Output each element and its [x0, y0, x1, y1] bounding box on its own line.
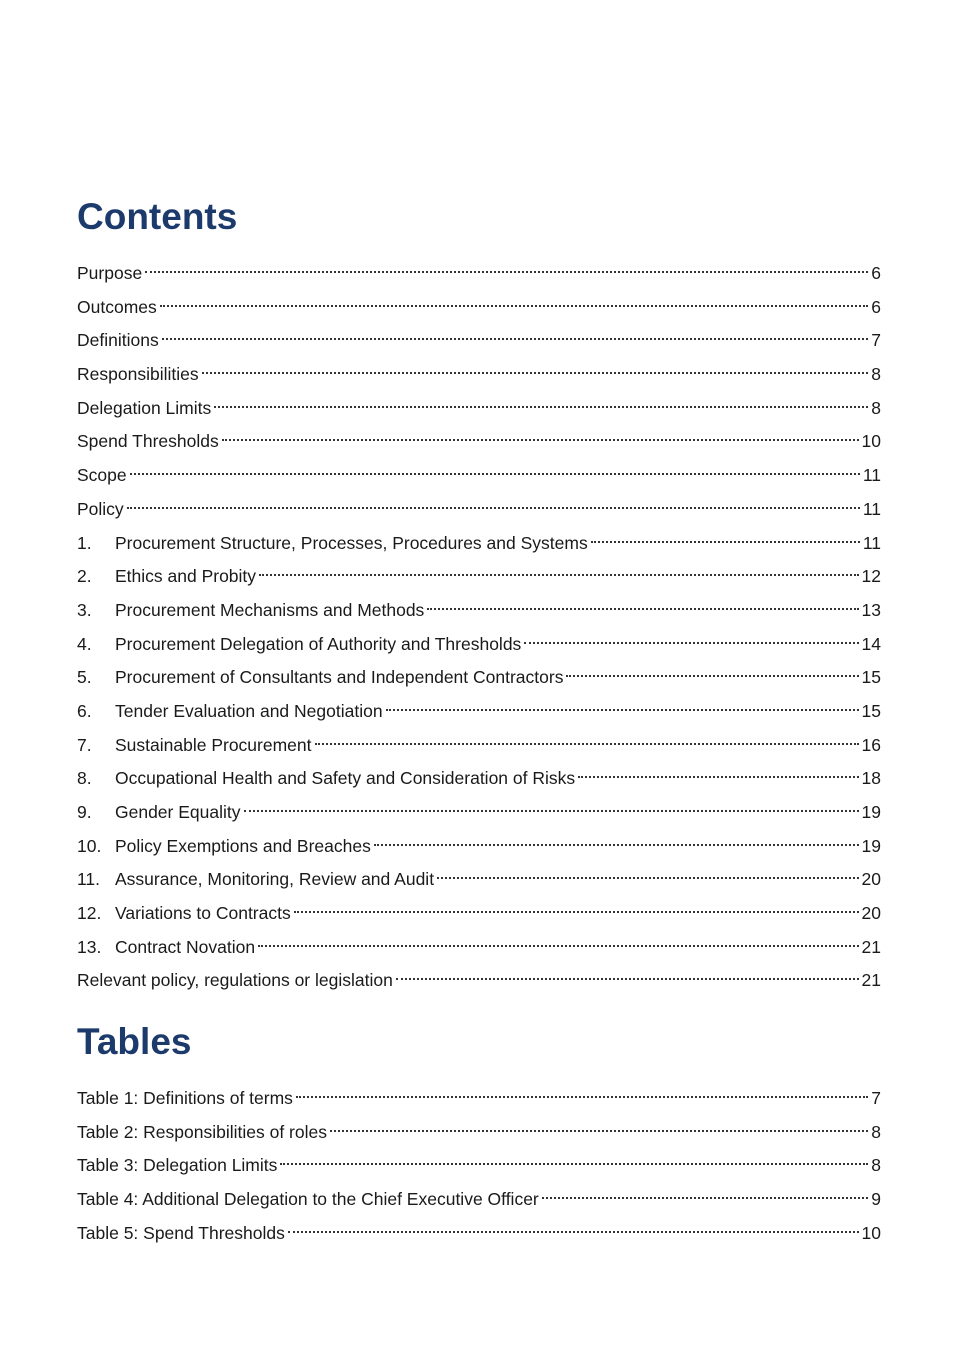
toc-dot-leader [330, 1114, 868, 1138]
toc-entry-title: Policy Exemptions and Breaches [115, 835, 371, 856]
toc-entry-title: Scope [77, 465, 127, 486]
toc-entry-number: 8. [77, 768, 92, 789]
toc-entry[interactable] [77, 1080, 881, 1114]
toc-dot-leader [374, 828, 859, 852]
toc-dot-leader [296, 1080, 868, 1104]
toc-dot-leader [145, 255, 868, 279]
tables-list [77, 1080, 881, 1248]
toc-entry[interactable] [77, 659, 881, 693]
toc-entry-title: Sustainable Procurement [115, 734, 312, 755]
toc-entry-page-number: 21 [861, 936, 881, 957]
toc-entry[interactable] [77, 794, 881, 828]
toc-entry-title: Gender Equality [115, 802, 241, 822]
toc-entry-number: 2. [77, 566, 92, 587]
toc-entry-title: Table 1: Definitions of terms [77, 1088, 293, 1108]
toc-dot-leader [244, 794, 859, 818]
toc-entry-page-number: 11 [862, 532, 881, 553]
toc-entry-title: Occupational Health and Safety and Consideration of Risks [115, 768, 576, 789]
toc-entry[interactable] [77, 693, 881, 727]
toc-dot-leader [258, 929, 858, 953]
toc-entry[interactable] [77, 457, 881, 491]
toc-entry[interactable] [77, 626, 881, 660]
toc-entry-title: Definitions [77, 330, 159, 351]
toc-entry-page-number: 21 [861, 970, 881, 991]
toc-dot-leader [160, 289, 869, 313]
toc-dot-leader [288, 1215, 859, 1239]
toc-entry-page-number: 10 [861, 431, 881, 452]
toc-entry[interactable] [77, 727, 881, 761]
toc-entry-title: Contract Novation [115, 936, 256, 957]
toc-entry-page-number: 6 [871, 296, 881, 317]
toc-entry[interactable] [77, 861, 881, 895]
toc-dot-leader [386, 693, 859, 717]
toc-entry-number: 4. [77, 633, 92, 654]
toc-entry-title: Table 5: Spend Thresholds [77, 1222, 285, 1243]
toc-dot-leader [294, 895, 859, 919]
toc-entry-title: Tender Evaluation and Negotiation [115, 700, 383, 721]
toc-entry-page-number: 8 [871, 364, 881, 385]
toc-dot-leader [162, 322, 869, 346]
toc-entry-page-number: 9 [871, 1189, 881, 1210]
toc-entry[interactable] [77, 390, 881, 424]
toc-dot-leader [427, 592, 858, 616]
toc-entry-page-number: 13 [861, 599, 881, 620]
toc-entry-title: Relevant policy, regulations or legislation [77, 970, 393, 991]
toc-entry[interactable] [77, 1181, 881, 1215]
toc-entry-title: Table 2: Responsibilities of roles [77, 1121, 327, 1142]
toc-dot-leader [280, 1147, 868, 1171]
toc-entry-page-number: 16 [861, 734, 881, 755]
toc-entry-title: Responsibilities [77, 364, 199, 385]
toc-entry-number: 13. [77, 936, 102, 957]
toc-entry[interactable] [77, 1147, 881, 1181]
toc-entry-page-number: 7 [871, 1088, 881, 1108]
toc-entry-number: 1. [77, 532, 92, 553]
toc-entry[interactable] [77, 423, 881, 457]
toc-entry[interactable] [77, 592, 881, 626]
toc-entry[interactable] [77, 1215, 881, 1249]
toc-entry-page-number: 12 [861, 566, 881, 587]
toc-entry-number: 3. [77, 599, 92, 620]
toc-dot-leader [524, 626, 858, 650]
toc-entry-page-number: 8 [871, 397, 881, 418]
toc-entry-page-number: 20 [861, 903, 881, 924]
toc-dot-leader [396, 962, 859, 986]
toc-entry-number: 9. [77, 802, 92, 822]
toc-dot-leader [130, 457, 860, 481]
toc-entry[interactable] [77, 1114, 881, 1148]
toc-dot-leader [566, 659, 858, 683]
toc-entry-page-number: 11 [862, 498, 881, 519]
toc-entry[interactable] [77, 760, 881, 794]
toc-entry-page-number: 19 [861, 835, 881, 856]
toc-entry-title: Procurement Delegation of Authority and Thresholds [115, 633, 522, 654]
toc-entry-number: 11. [77, 869, 101, 890]
toc-entry-title: Procurement of Consultants and Independent Contractors [115, 667, 564, 688]
toc-entry-number: 7. [77, 734, 92, 755]
toc-entry-title: Procurement Structure, Processes, Procedures and Systems [115, 532, 588, 553]
toc-entry[interactable] [77, 491, 881, 525]
toc-entry-title: Policy [77, 498, 124, 519]
toc-entry[interactable] [77, 289, 881, 323]
toc-entry-page-number: 8 [871, 1155, 881, 1176]
toc-entry-page-number: 6 [871, 263, 881, 283]
toc-dot-leader [222, 423, 859, 447]
toc-entry[interactable] [77, 525, 881, 559]
toc-entry-page-number: 10 [861, 1222, 881, 1243]
toc-entry[interactable] [77, 895, 881, 929]
toc-entry[interactable] [77, 356, 881, 390]
toc-entry[interactable] [77, 322, 881, 356]
toc-entry-title: Table 3: Delegation Limits [77, 1155, 278, 1176]
toc-entry[interactable] [77, 558, 881, 592]
toc-entry-title: Purpose [77, 263, 143, 283]
toc-entry-title: Delegation Limits [77, 397, 212, 418]
toc-entry-title: Spend Thresholds [77, 431, 219, 452]
toc-entry-title: Ethics and Probity [115, 566, 257, 587]
toc-entry-title: Variations to Contracts [115, 903, 291, 924]
toc-dot-leader [591, 525, 860, 549]
toc-entry-page-number: 14 [861, 633, 881, 654]
toc-dot-leader [578, 760, 858, 784]
toc-dot-leader [542, 1181, 869, 1205]
toc-entry-title: Outcomes [77, 296, 157, 317]
toc-entry-number: 12. [77, 903, 102, 924]
toc-entry-page-number: 20 [861, 869, 881, 890]
toc-entry-title: Table 4: Additional Delegation to the Chief Executive Officer [77, 1189, 539, 1210]
contents-list [77, 255, 881, 996]
toc-dot-leader [202, 356, 869, 380]
toc-dot-leader [214, 390, 868, 414]
toc-entry-number: 5. [77, 667, 92, 688]
toc-entry-page-number: 15 [861, 667, 881, 688]
toc-entry-page-number: 8 [871, 1121, 881, 1142]
toc-entry-page-number: 18 [861, 768, 881, 789]
toc-entry-title: Procurement Mechanisms and Methods [115, 599, 425, 620]
toc-dot-leader [315, 727, 859, 751]
toc-dot-leader [437, 861, 858, 885]
toc-entry-page-number: 11 [862, 465, 881, 486]
toc-entry-title: Assurance, Monitoring, Review and Audit [115, 869, 435, 890]
toc-entry[interactable] [77, 929, 881, 963]
toc-dot-leader [259, 558, 858, 582]
toc-entry-number: 10. [77, 835, 102, 856]
toc-entry-page-number: 19 [861, 802, 881, 822]
toc-entry-page-number: 7 [871, 330, 881, 351]
toc-dot-leader [127, 491, 860, 515]
tables-heading: Tables [77, 1021, 192, 1062]
toc-entry-number: 6. [77, 700, 92, 721]
toc-entry[interactable] [77, 962, 881, 996]
toc-entry[interactable] [77, 828, 881, 862]
toc-entry[interactable] [77, 255, 881, 289]
toc-entry-page-number: 15 [861, 700, 881, 721]
contents-heading: Contents [77, 196, 238, 237]
